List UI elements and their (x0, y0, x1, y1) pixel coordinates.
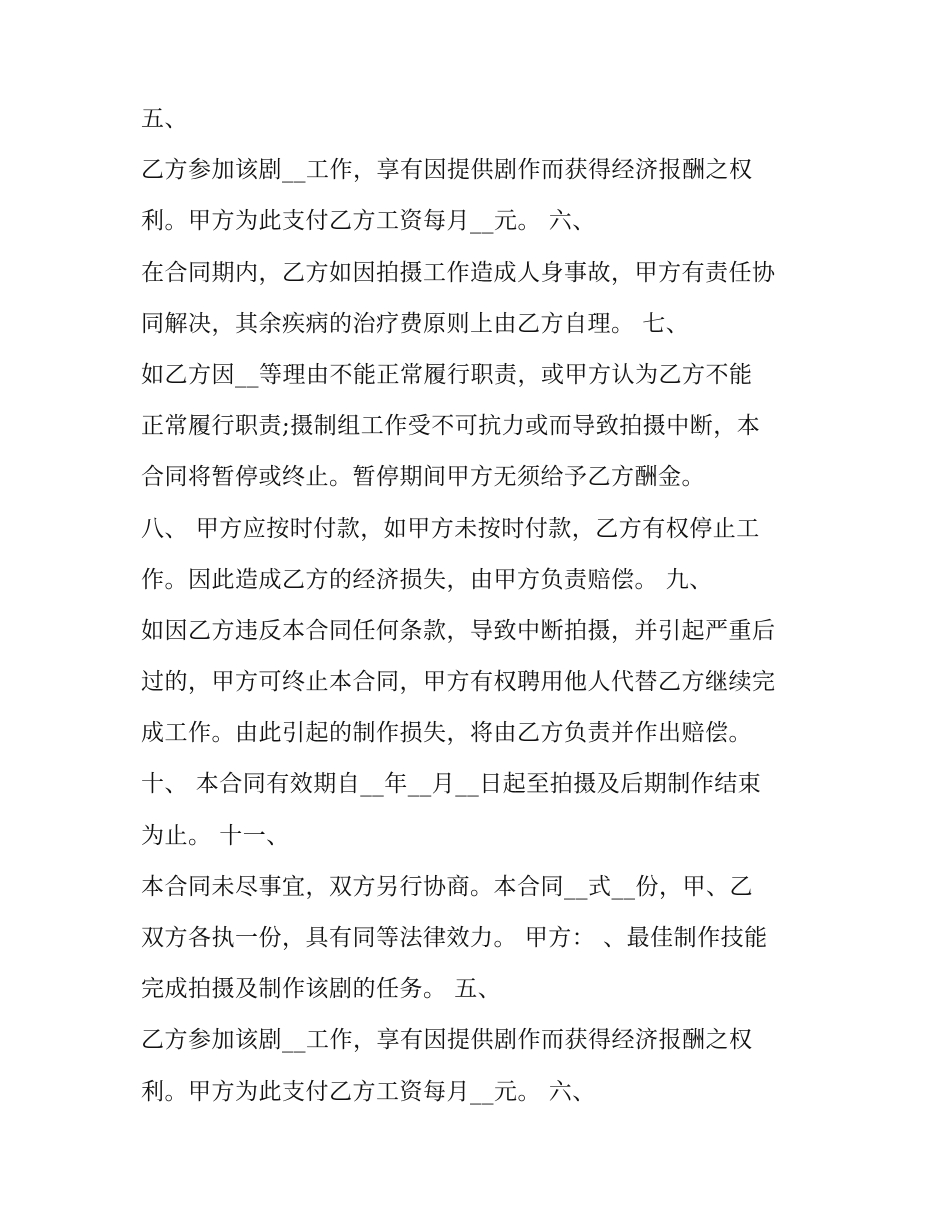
text-line: 正常履行职责;摄制组工作受不可抗力或而导致拍摄中断，本 (141, 413, 761, 440)
text-line: 为止。 十一、 (141, 822, 290, 849)
text-line: 十、 本合同有效期自__年__月__日起至拍摄及后期制作结束 (141, 771, 762, 798)
text-line: 本合同未尽事宜，双方另行协商。本合同__式__份，甲、乙 (141, 873, 753, 900)
text-line: 过的，甲方可终止本合同，甲方有权聘用他人代替乙方继续完 (141, 669, 776, 696)
text-line: 双方各执一份，具有同等法律效力。 甲方： 、最佳制作技能 (141, 925, 768, 951)
text-line: 如因乙方违反本合同任何条款，导致中断拍摄，并引起严重后 (141, 617, 776, 644)
contract-text (141, 107, 821, 1131)
text-line: 成工作。由此引起的制作损失，将由乙方负责并作出赔偿。 (141, 720, 752, 747)
text-line: 乙方参加该剧__工作，享有因提供剧作而获得经济报酬之权 (141, 157, 753, 184)
text-line: 利。甲方为此支付乙方工资每月__元。 六、 (141, 208, 596, 235)
text-line: 在合同期内，乙方如因拍摄工作造成人身事故，甲方有责任协 (141, 259, 776, 286)
text-line: 五、 (141, 106, 188, 132)
text-line: 同解决，其余疾病的治疗费原则上由乙方自理。 七、 (141, 310, 690, 337)
text-line: 乙方参加该剧__工作，享有因提供剧作而获得经济报酬之权 (141, 1027, 753, 1054)
text-line: 利。甲方为此支付乙方工资每月__元。 六、 (141, 1078, 596, 1105)
text-line: 完成拍摄及制作该剧的任务。 五、 (141, 976, 502, 1003)
text-line: 八、 甲方应按时付款，如甲方未按时付款，乙方有权停止工 (141, 515, 760, 542)
text-line: 合同将暂停或终止。暂停期间甲方无须给予乙方酬金。 (141, 464, 705, 491)
text-line: 如乙方因__等理由不能正常履行职责，或甲方认为乙方不能 (141, 361, 753, 388)
text-line: 作。因此造成乙方的经济损失，由甲方负责赔偿。 九、 (141, 566, 713, 593)
